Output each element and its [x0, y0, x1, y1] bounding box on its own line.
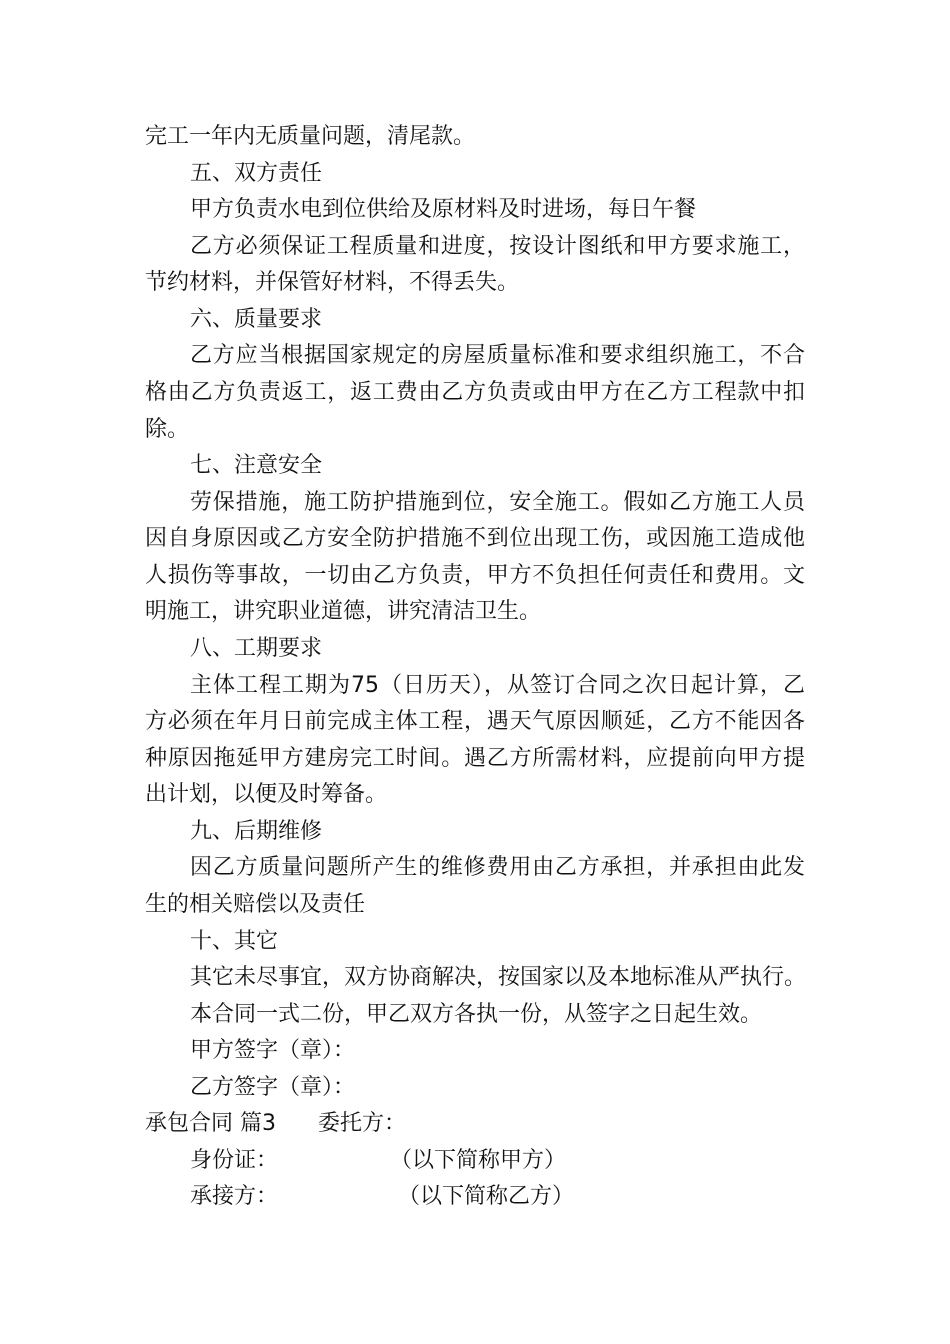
contractor-line	[190, 1183, 574, 1211]
section-title: 承包合同 篇3	[145, 1111, 276, 1136]
text-line: 方必须在年月日前完成主体工程，遇天气原因顺延，乙方不能因各	[145, 709, 805, 734]
text-line: 主体工程工期为75（日历天），从签订合同之次日起计算，乙	[190, 673, 805, 698]
text-line: 乙方应当根据国家规定的房屋质量标准和要求组织施工，不合	[190, 343, 805, 368]
signature-line-party-b: 乙方签字（章）：	[190, 1075, 356, 1100]
text-line: 种原因拖延甲方建房完工时间。遇乙方所需材料，应提前向甲方提	[145, 746, 805, 771]
text-line: 生的相关赔偿以及责任	[145, 892, 366, 917]
signature-line-party-a: 甲方签字（章）：	[190, 1038, 356, 1063]
section-heading: 十、其它	[190, 929, 279, 954]
section-heading: 六、质量要求	[190, 307, 323, 332]
contractor-label: 承接方：	[190, 1184, 279, 1209]
party-b-note: （以下简称乙方）	[398, 1184, 575, 1209]
text-line: 明施工，讲究职业道德，讲究清洁卫生。	[145, 599, 542, 624]
section-heading: 七、注意安全	[190, 453, 323, 478]
id-line	[190, 1147, 566, 1175]
text-line: 劳保措施，施工防护措施到位，安全施工。假如乙方施工人员	[190, 490, 805, 515]
text-line: 乙方必须保证工程质量和进度，按设计图纸和甲方要求施工，	[190, 234, 805, 259]
text-line: 出计划，以便及时筹备。	[145, 782, 388, 807]
text-line: 节约材料，并保管好材料，不得丢失。	[145, 270, 520, 295]
text-line: 人损伤等事故，一切由乙方负责，甲方不负担任何责任和费用。文	[145, 563, 805, 588]
text-line: 其它未尽事宜，双方协商解决，按国家以及本地标准从严执行。	[190, 965, 807, 990]
section-heading: 五、双方责任	[190, 161, 323, 186]
section-heading: 八、工期要求	[190, 636, 323, 661]
text-line: 格由乙方负责返工，返工费由乙方负责或由甲方在乙方工程款中扣	[145, 380, 805, 405]
text-line: 甲方负责水电到位供给及原材料及时进场，每日午餐	[190, 197, 697, 222]
text-line: 除。	[145, 417, 190, 442]
text-line: 完工一年内无质量问题，清尾款。	[145, 124, 476, 149]
contract-section-line	[145, 1110, 406, 1138]
text-line: 因乙方质量问题所产生的维修费用由乙方承担，并承担由此发	[190, 855, 805, 880]
section-heading: 九、后期维修	[190, 819, 323, 844]
id-label: 身份证：	[190, 1148, 279, 1173]
text-line: 因自身原因或乙方安全防护措施不到位出现工伤，或因施工造成他	[145, 526, 805, 551]
entrust-label: 委托方：	[318, 1111, 407, 1136]
text-line: 本合同一式二份，甲乙双方各执一份，从签字之日起生效。	[190, 1002, 763, 1027]
party-a-note: （以下简称甲方）	[390, 1148, 567, 1173]
